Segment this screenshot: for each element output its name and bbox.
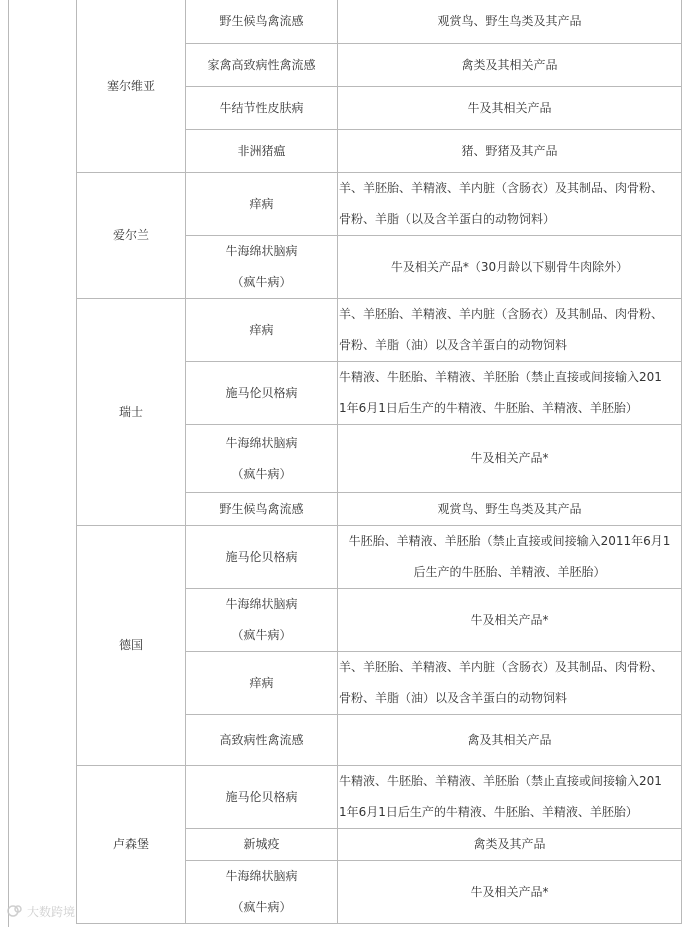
outer-table-border	[8, 0, 9, 927]
disease-cell: 非洲猪瘟	[186, 130, 338, 173]
table-row	[77, 766, 682, 829]
products-cell: 牛及相关产品*	[338, 861, 682, 924]
products-cell: 牛及相关产品*	[338, 425, 682, 493]
products-cell: 禽类及其产品	[338, 829, 682, 861]
disease-cell: 野生候鸟禽流感	[186, 493, 338, 526]
products-cell: 观赏鸟、野生鸟类及其产品	[338, 493, 682, 526]
table-row	[77, 526, 682, 589]
products-cell: 禽类及其相关产品	[338, 44, 682, 87]
country-cell: 瑞士	[77, 299, 186, 526]
products-cell: 羊、羊胚胎、羊精液、羊内脏（含肠衣）及其制品、肉骨粉、 骨粉、羊脂（油）以及含羊蛋白的动物饲料	[338, 652, 682, 715]
products-cell: 观赏鸟、野生鸟类及其产品	[338, 0, 682, 44]
disease-cell: 牛海绵状脑病 （疯牛病）	[186, 589, 338, 652]
products-cell: 牛及相关产品*（30月龄以下剔骨牛肉除外）	[338, 236, 682, 299]
country-cell: 塞尔维亚	[77, 0, 186, 173]
products-cell: 牛精液、牛胚胎、羊精液、羊胚胎（禁止直接或间接输入201 1年6月1日后生产的牛精液、牛胚胎、羊精液、羊胚胎）	[338, 362, 682, 425]
country-cell: 卢森堡	[77, 766, 186, 924]
country-cell: 德国	[77, 526, 186, 766]
disease-cell: 野生候鸟禽流感	[186, 0, 338, 44]
disease-cell: 施马伦贝格病	[186, 362, 338, 425]
disease-cell: 牛海绵状脑病 （疯牛病）	[186, 425, 338, 493]
watermark	[6, 902, 75, 920]
disease-cell: 牛海绵状脑病 （疯牛病）	[186, 236, 338, 299]
products-cell: 牛及相关产品*	[338, 589, 682, 652]
watermark-text: 大数跨境	[27, 904, 76, 919]
disease-cell: 痒病	[186, 652, 338, 715]
disease-cell: 牛结节性皮肤病	[186, 87, 338, 130]
disease-cell: 牛海绵状脑病 （疯牛病）	[186, 861, 338, 924]
quarantine-table	[76, 0, 682, 924]
products-cell: 猪、野猪及其产品	[338, 130, 682, 173]
disease-cell: 痒病	[186, 299, 338, 362]
watermark-logo-icon	[6, 902, 24, 920]
products-cell: 禽及其相关产品	[338, 715, 682, 766]
table-row	[77, 299, 682, 362]
disease-cell: 痒病	[186, 173, 338, 236]
table-row	[77, 0, 682, 44]
disease-cell: 施马伦贝格病	[186, 526, 338, 589]
products-cell: 牛精液、牛胚胎、羊精液、羊胚胎（禁止直接或间接输入201 1年6月1日后生产的牛精液、牛胚胎、羊精液、羊胚胎）	[338, 766, 682, 829]
products-cell: 羊、羊胚胎、羊精液、羊内脏（含肠衣）及其制品、肉骨粉、 骨粉、羊脂（以及含羊蛋白的动物饲料）	[338, 173, 682, 236]
products-cell: 羊、羊胚胎、羊精液、羊内脏（含肠衣）及其制品、肉骨粉、 骨粉、羊脂（油）以及含羊蛋白的动物饲料	[338, 299, 682, 362]
products-cell: 牛胚胎、羊精液、羊胚胎（禁止直接或间接输入2011年6月1 后生产的牛胚胎、羊精液、羊胚胎）	[338, 526, 682, 589]
disease-cell: 高致病性禽流感	[186, 715, 338, 766]
disease-cell: 新城疫	[186, 829, 338, 861]
table-row	[77, 173, 682, 236]
products-cell: 牛及其相关产品	[338, 87, 682, 130]
country-cell: 爱尔兰	[77, 173, 186, 299]
disease-cell: 家禽高致病性禽流感	[186, 44, 338, 87]
disease-cell: 施马伦贝格病	[186, 766, 338, 829]
